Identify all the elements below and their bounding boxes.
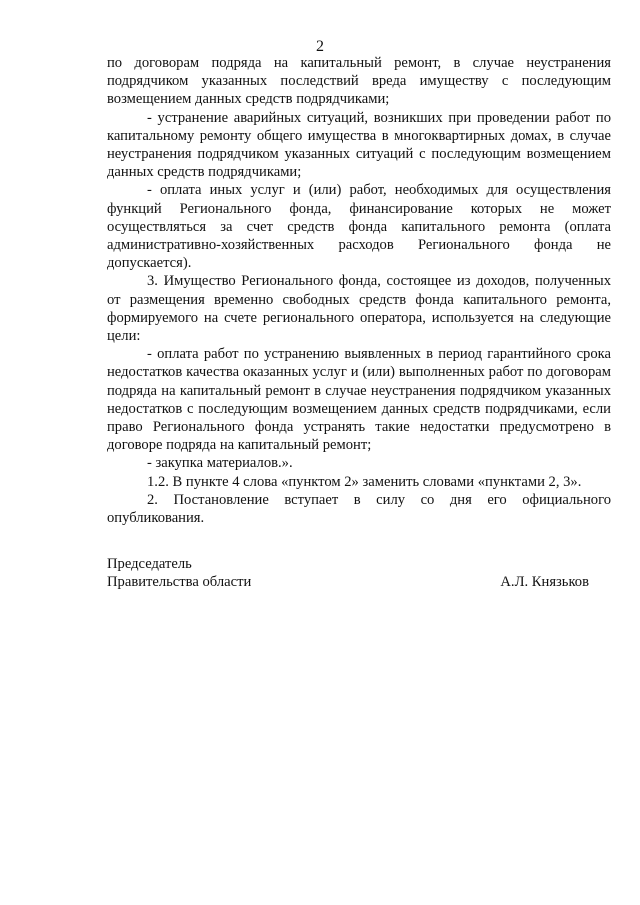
paragraph-materials-purchase: - закупка материалов.».	[147, 455, 293, 472]
paragraph-continuation: по договорам подряда на капитальный ремонт, в случае неустранения подрядчиком указанных последствий вреда имуществу с последующим возмещением данных средств подрядчиками;	[107, 55, 611, 108]
paragraph-item-2-effective: 2. Постановление вступает в силу со дня его официального опубликования.	[107, 491, 611, 527]
paragraph-warranty-defects: - оплата работ по устранению выявленных в период гарантийного срока недостатков качества оказанных услуг и (или) выполненных работ по договорам подряда на капитальный ремонт в случае неустранения подрядчиком указанных недостатков с последующим возмещением данных средств подрядчиками, если право Регионального фонда устранять такие недостатки предусмотрено в договоре подряда на капитальный ремонт;	[107, 346, 611, 454]
paragraph-other-services: - оплата иных услуг и (или) работ, необходимых для осуществления функций Регионального фонда, финансирование которых не может осуществляться за счет средств фонда капитального ремонта (оплата административно-хозяйственных расходов Регионального фонда не допускается).	[107, 182, 611, 272]
signatory-name: А.Л. Князьков	[500, 574, 589, 591]
signature-block	[107, 555, 611, 592]
document-body	[107, 54, 611, 527]
paragraph-emergency-elimination: - устранение аварийных ситуаций, возникших при проведении работ по капитальному ремонту общего имущества в многоквартирных домах, в случае неустранения подрядчиком указанных ситуаций с последующим возмещением данных средств подрядчиками;	[107, 109, 611, 181]
signatory-title-line1: Председатель	[107, 556, 192, 572]
paragraph-item-3: 3. Имущество Регионального фонда, состоящее из доходов, полученных от размещения временно свободных средств фонда капитального ремонта, формируемого на счете регионального оператора, используется на следующие цели:	[107, 273, 611, 345]
signatory-title-line2: Правительства области	[107, 574, 252, 591]
page-number: 2	[316, 38, 324, 55]
paragraph-item-1-2: 1.2. В пункте 4 слова «пунктом 2» заменить словами «пунктами 2, 3».	[147, 473, 582, 490]
signature-row	[107, 573, 611, 591]
